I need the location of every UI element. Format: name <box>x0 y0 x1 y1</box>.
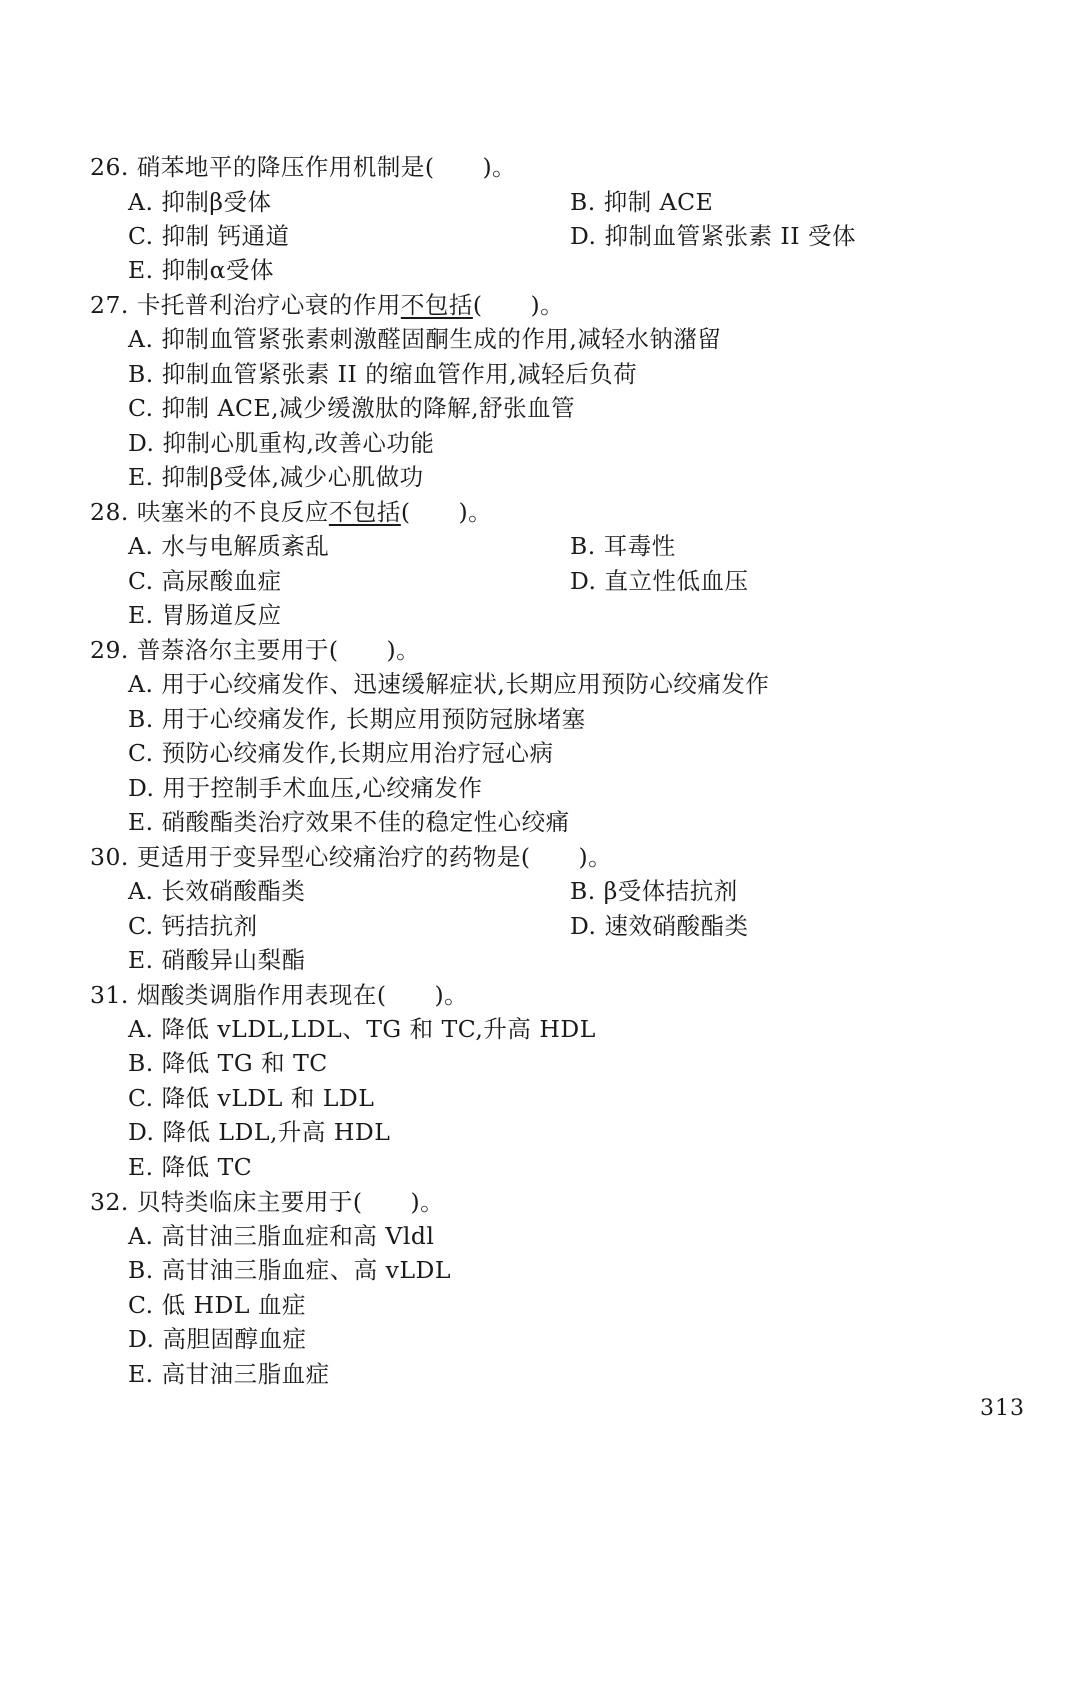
q31-option-c: C. 降低 vLDL 和 LDL <box>128 1084 375 1112</box>
question-29-stem: 29. 普萘洛尔主要用于( )。 <box>90 636 421 664</box>
q30-option-e: E. 硝酸异山梨酯 <box>128 946 306 974</box>
question-28-stem <box>90 497 492 527</box>
q27-stem-emphasis: 不包括 <box>400 291 473 319</box>
q27-option-e: E. 抑制β受体,减少心肌做功 <box>128 463 424 491</box>
question-32-stem: 32. 贝特类临床主要用于( )。 <box>90 1188 445 1216</box>
q29-option-b: B. 用于心绞痛发作, 长期应用预防冠脉堵塞 <box>128 705 586 733</box>
q32-option-e: E. 高甘油三脂血症 <box>128 1360 330 1388</box>
q27-option-a: A. 抑制血管紧张素刺激醛固酮生成的作用,减轻水钠潴留 <box>128 325 722 353</box>
q27-stem-blank: ( )。 <box>472 291 565 319</box>
q29-option-e: E. 硝酸酯类治疗效果不佳的稳定性心绞痛 <box>128 808 570 836</box>
q30-option-d: D. 速效硝酸酯类 <box>570 912 749 940</box>
q28-stem-emphasis: 不包括 <box>328 498 401 526</box>
q28-option-e: E. 胃肠道反应 <box>128 601 282 629</box>
q28-option-d: D. 直立性低血压 <box>570 567 749 595</box>
q28-stem-text: 28. 呋塞米的不良反应 <box>90 498 329 526</box>
q31-option-e: E. 降低 TC <box>128 1153 253 1181</box>
q28-option-a: A. 水与电解质紊乱 <box>128 532 330 560</box>
question-31-stem: 31. 烟酸类调脂作用表现在( )。 <box>90 981 469 1009</box>
q27-option-c: C. 抑制 ACE,减少缓激肽的降解,舒张血管 <box>128 394 576 422</box>
q26-option-a: A. 抑制β受体 <box>128 188 272 216</box>
q28-stem-blank: ( )。 <box>400 498 493 526</box>
q30-option-c: C. 钙拮抗剂 <box>128 912 258 940</box>
q28-option-b: B. 耳毒性 <box>570 532 676 560</box>
q29-option-a: A. 用于心绞痛发作、迅速缓解症状,长期应用预防心绞痛发作 <box>128 670 770 698</box>
q31-option-a: A. 降低 vLDL,LDL、TG 和 TC,升高 HDL <box>128 1015 596 1043</box>
q31-option-b: B. 降低 TG 和 TC <box>128 1049 328 1077</box>
q32-option-a: A. 高甘油三脂血症和高 Vldl <box>128 1222 435 1250</box>
q26-option-e: E. 抑制α受体 <box>128 256 274 284</box>
q27-option-d: D. 抑制心肌重构,改善心功能 <box>128 429 435 457</box>
q26-option-b: B. 抑制 ACE <box>570 188 714 216</box>
q32-option-c: C. 低 HDL 血症 <box>128 1291 306 1319</box>
q28-option-c: C. 高尿酸血症 <box>128 567 282 595</box>
q30-option-a: A. 长效硝酸酯类 <box>128 877 306 905</box>
q26-option-d: D. 抑制血管紧张素 II 受体 <box>570 222 856 250</box>
q29-option-c: C. 预防心绞痛发作,长期应用治疗冠心病 <box>128 739 554 767</box>
q29-option-d: D. 用于控制手术血压,心绞痛发作 <box>128 774 483 802</box>
q26-option-c: C. 抑制 钙通道 <box>128 222 290 250</box>
question-26-stem: 26. 硝苯地平的降压作用机制是( )。 <box>90 153 517 181</box>
q32-option-d: D. 高胆固醇血症 <box>128 1325 307 1353</box>
q30-option-b: B. β受体拮抗剂 <box>570 877 738 905</box>
q31-option-d: D. 降低 LDL,升高 HDL <box>128 1118 391 1146</box>
q32-option-b: B. 高甘油三脂血症、高 vLDL <box>128 1256 452 1284</box>
page-number: 313 <box>980 1396 1025 1421</box>
question-27-stem <box>90 290 564 320</box>
q27-stem-text: 27. 卡托普利治疗心衰的作用 <box>90 291 401 319</box>
question-30-stem: 30. 更适用于变异型心绞痛治疗的药物是( )。 <box>90 843 613 871</box>
q27-option-b: B. 抑制血管紧张素 II 的缩血管作用,减轻后负荷 <box>128 360 638 388</box>
